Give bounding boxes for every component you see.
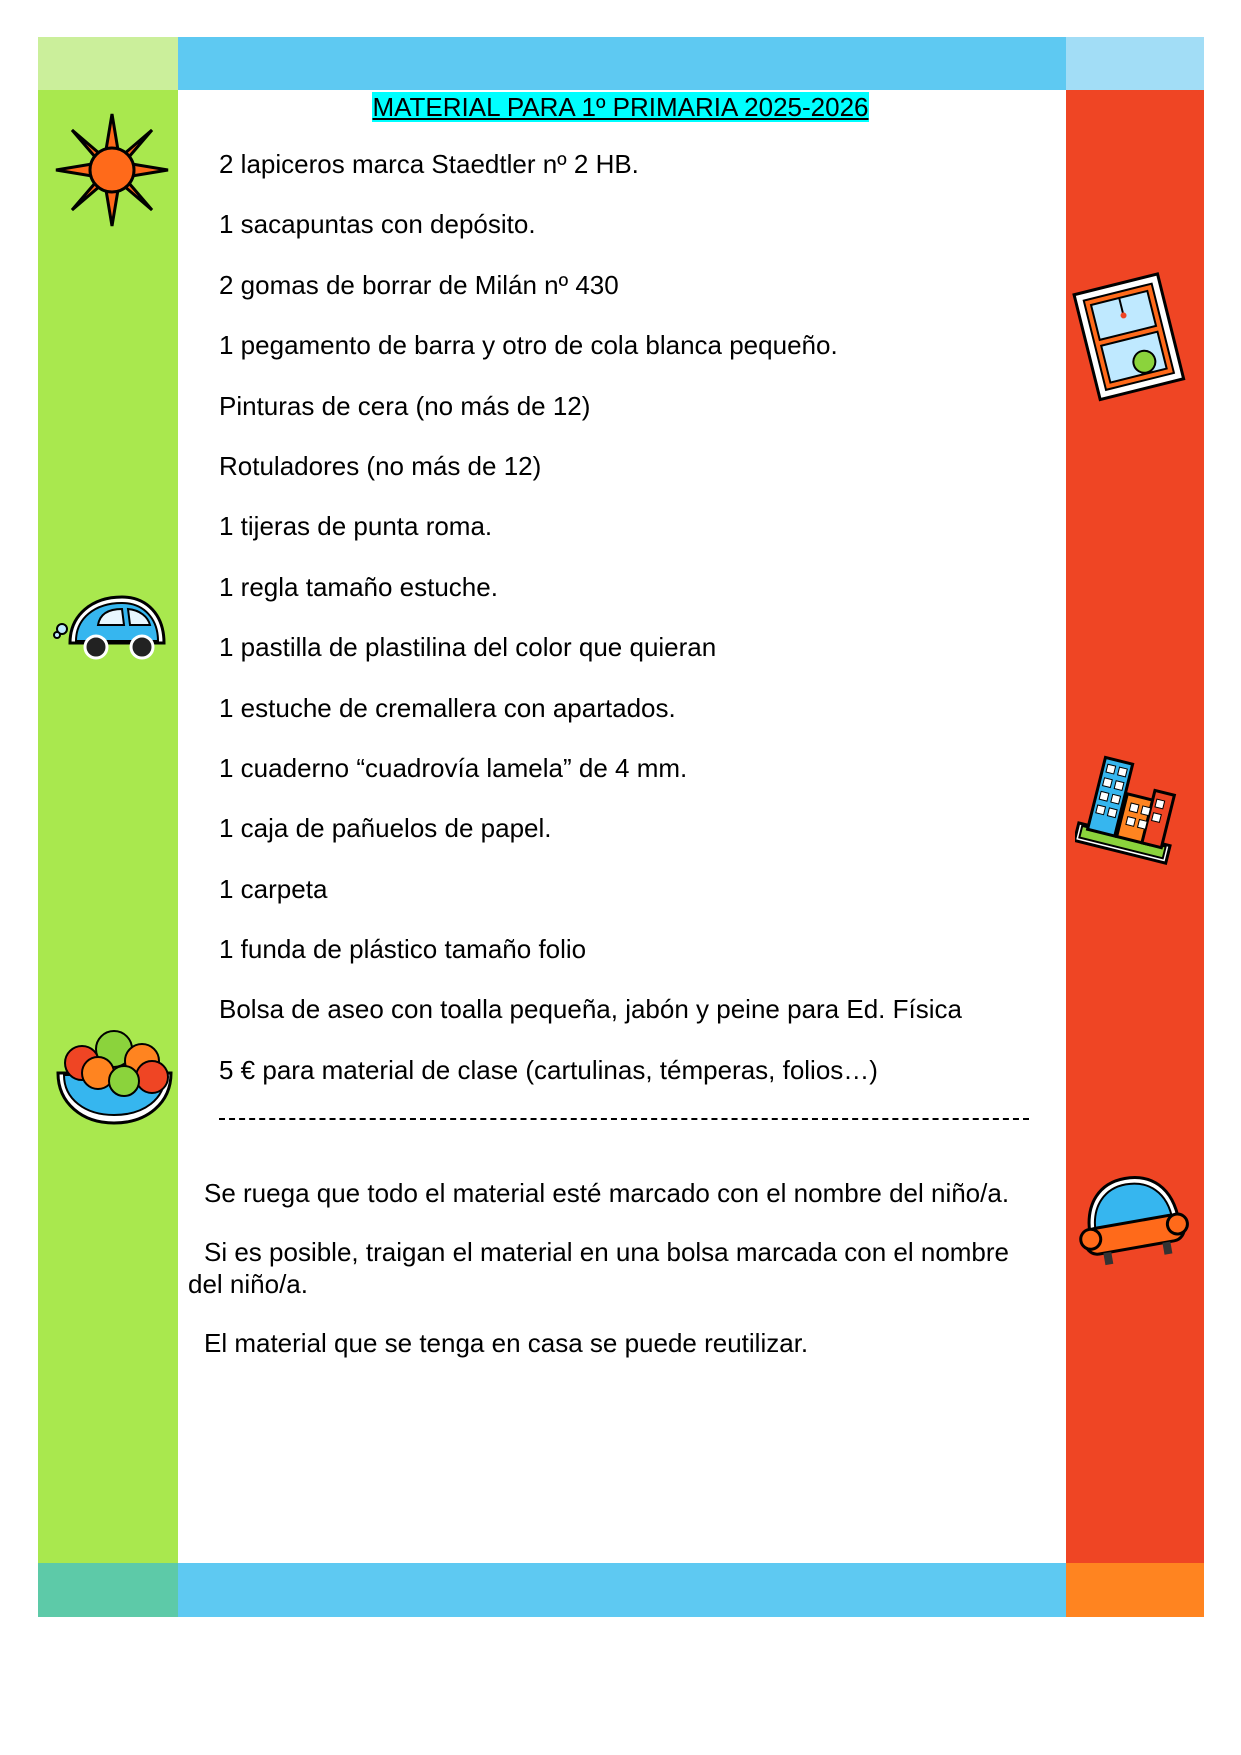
dashed-divider bbox=[219, 1118, 1029, 1122]
building-icon bbox=[1075, 755, 1185, 870]
border-corner-bottom-left bbox=[38, 1563, 178, 1617]
border-left bbox=[38, 90, 178, 1563]
page-title bbox=[0, 91, 1241, 123]
title-text: MATERIAL PARA 1º PRIMARIA 2025-2026 bbox=[372, 92, 869, 122]
list-item: 1 caja de pañuelos de papel. bbox=[219, 813, 552, 844]
notes-section bbox=[188, 1177, 1048, 1386]
sofa-icon bbox=[1074, 1170, 1189, 1270]
list-item: Bolsa de aseo con toalla pequeña, jabón y peine para Ed. Física bbox=[219, 994, 962, 1025]
border-corner-bottom-right bbox=[1066, 1563, 1204, 1617]
note-paragraph: Si es posible, traigan el material en una bolsa marcada con el nombre del niño/a. bbox=[188, 1237, 1010, 1299]
car-icon bbox=[52, 585, 172, 670]
list-item: 1 pastilla de plastilina del color que quieran bbox=[219, 632, 717, 663]
border-bottom bbox=[178, 1563, 1066, 1617]
border-corner-top-left bbox=[38, 37, 178, 90]
note-paragraph: Se ruega que todo el material esté marcado con el nombre del niño/a. bbox=[204, 1178, 1010, 1208]
list-item: 1 tijeras de punta roma. bbox=[219, 511, 493, 542]
material-list bbox=[219, 149, 962, 1115]
list-item: 1 regla tamaño estuche. bbox=[219, 571, 498, 602]
sun-icon bbox=[52, 110, 172, 230]
list-item: 1 sacapuntas con depósito. bbox=[219, 209, 536, 240]
note-paragraph: El material que se tenga en casa se puede reutilizar. bbox=[204, 1328, 809, 1358]
border-top bbox=[178, 37, 1066, 90]
window-icon bbox=[1072, 272, 1192, 402]
list-item: 5 € para material de clase (cartulinas, témperas, folios…) bbox=[219, 1054, 878, 1085]
list-item: 2 lapiceros marca Staedtler nº 2 HB. bbox=[219, 149, 639, 179]
border-corner-top-right bbox=[1066, 37, 1204, 90]
list-item: 1 carpeta bbox=[219, 873, 328, 904]
list-item: 2 gomas de borrar de Milán nº 430 bbox=[219, 269, 619, 300]
list-item: Pinturas de cera (no más de 12) bbox=[219, 390, 591, 421]
list-item: 1 funda de plástico tamaño folio bbox=[219, 934, 587, 965]
list-item: 1 pegamento de barra y otro de cola blanca pequeño. bbox=[219, 330, 838, 361]
list-item: 1 cuaderno “cuadrovía lamela” de 4 mm. bbox=[219, 752, 688, 783]
fruit-bowl-icon bbox=[52, 1015, 177, 1130]
list-item: Rotuladores (no más de 12) bbox=[219, 450, 542, 481]
list-item: 1 estuche de cremallera con apartados. bbox=[219, 692, 676, 723]
